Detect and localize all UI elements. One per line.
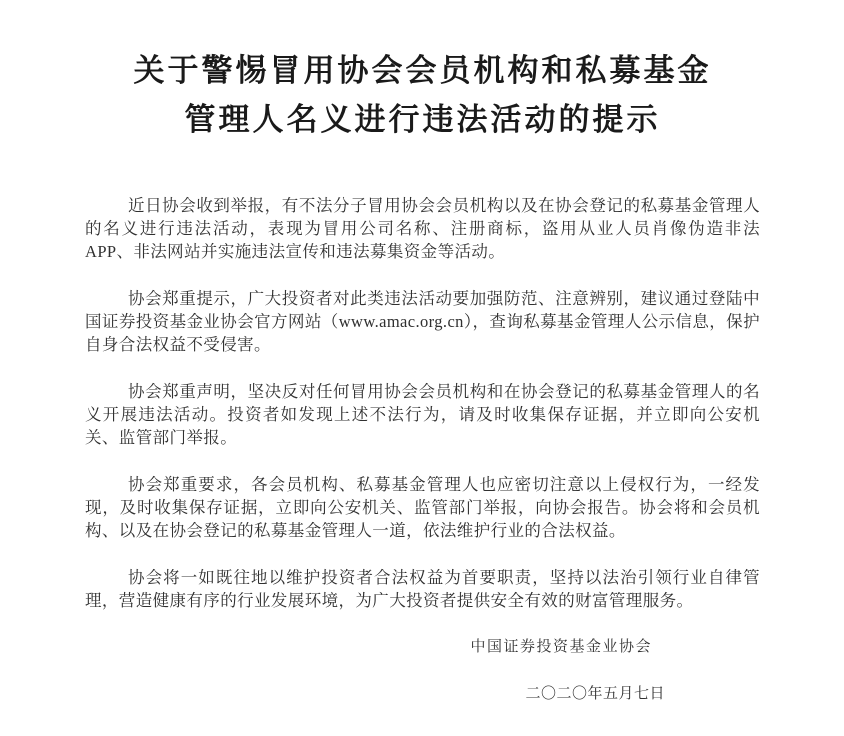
document-body: [85, 194, 760, 612]
paragraph-member-requirement: 协会郑重要求，各会员机构、私募基金管理人也应密切注意以上侵权行为，一经发现，及时收集保存证据，立即向公安机关、监管部门举报，向协会报告。协会将和会员机构、以及在协会登记的私募基金管理人一道，依法维护行业的合法权益。: [85, 475, 760, 540]
signature-organization: 中国证券投资基金业协会: [470, 639, 652, 655]
paragraph-report-received: 近日协会收到举报，有不法分子冒用协会会员机构以及在协会登记的私募基金管理人的名义进行违法活动，表现为冒用公司名称、注册商标，盗用从业人员肖像伪造非法 APP、非法网站并实施违法宣传和违法募集资金等活动。: [85, 196, 760, 261]
document-title-line2: 管理人名义进行违法活动的提示: [184, 102, 661, 137]
document-title: [85, 46, 760, 144]
document-title-line1: 关于警惕冒用协会会员机构和私募基金: [133, 53, 712, 88]
paragraph-investor-reminder: 协会郑重提示，广大投资者对此类违法活动要加强防范、注意辨别，建议通过登陆中国证券投资基金业协会官方网站（www.amac.org.cn），查询私募基金管理人公示信息，保护自身合法权益不受侵害。: [85, 289, 760, 354]
signature-date: 二〇二〇年五月七日: [525, 686, 665, 702]
paragraph-solemn-statement: 协会郑重声明，坚决反对任何冒用协会会员机构和在协会登记的私募基金管理人的名义开展违法活动。投资者如发现上述不法行为，请及时收集保存证据，并立即向公安机关、监管部门举报。: [85, 382, 760, 447]
paragraph-closing-commitment: 协会将一如既往地以维护投资者合法权益为首要职责，坚持以法治引领行业自律管理，营造健康有序的行业发展环境，为广大投资者提供安全有效的财富管理服务。: [85, 568, 760, 610]
